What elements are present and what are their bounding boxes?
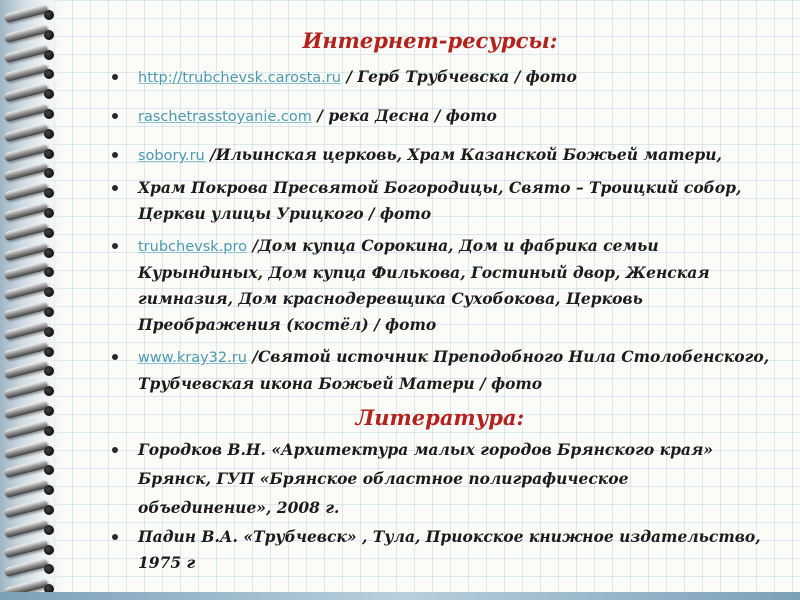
list-item	[110, 103, 770, 130]
link-sobory[interactable]: sobory.ru	[138, 148, 205, 164]
spiral-ring	[4, 541, 60, 559]
list-item	[110, 437, 770, 520]
link-raschetrasstoyanie[interactable]: raschetrasstoyanie.com	[138, 109, 312, 125]
spiral-ring	[4, 402, 60, 420]
spiral-ring	[4, 382, 60, 400]
spiral-ring	[4, 263, 60, 281]
literature-list	[110, 437, 770, 576]
literature-line: Городков В.Н. «Архитектура малых городов Брянского края»	[138, 440, 713, 459]
literature-line: объединение», 2008 г.	[138, 498, 340, 517]
spiral-ring	[4, 343, 60, 361]
item-description: / Герб Трубчевска / фото	[340, 67, 577, 86]
literature-heading: Литература:	[355, 405, 525, 430]
spiral-ring	[4, 303, 60, 321]
internet-resources-heading: Интернет-ресурсы:	[302, 28, 558, 53]
spiral-ring	[4, 442, 60, 460]
list-item	[110, 524, 770, 576]
bottom-bar	[0, 592, 800, 600]
spiral-ring	[4, 323, 60, 341]
spiral-ring	[4, 164, 60, 182]
spiral-ring	[4, 184, 60, 202]
literature-description: Падин В.А. «Трубчевск» , Тула, Приокское книжное издательство, 1975 г	[138, 527, 761, 572]
spiral-ring	[4, 85, 60, 103]
spiral-ring	[4, 283, 60, 301]
spiral-ring	[4, 105, 60, 123]
spiral-ring	[4, 461, 60, 479]
spiral-ring	[4, 6, 60, 24]
item-description: /Святой источник Преподобного Нила Столобенского, Трубчевская икона Божьей Матери / фото	[138, 347, 770, 393]
spiral-ring	[4, 244, 60, 262]
spiral-ring	[4, 125, 60, 143]
list-item	[110, 64, 770, 91]
spiral-ring	[4, 46, 60, 64]
slide-content	[110, 26, 770, 580]
spiral-ring	[4, 362, 60, 380]
spiral-ring	[4, 224, 60, 242]
internet-resources-list	[110, 64, 770, 397]
spiral-ring	[4, 145, 60, 163]
list-item	[110, 233, 770, 338]
spiral-binding	[0, 0, 64, 600]
item-description: Храм Покрова Пресвятой Богородицы, Свято – Троицкий собор, Церкви улицы Урицкого / фото	[138, 178, 742, 223]
item-description: /Ильинская церковь, Храм Казанской Божьей матери,	[204, 145, 722, 164]
list-item	[110, 175, 770, 227]
spiral-ring	[4, 501, 60, 519]
spiral-ring	[4, 65, 60, 83]
link-trubchevsk-carosta[interactable]: http://trubchevsk.carosta.ru	[138, 70, 341, 86]
spiral-ring	[4, 560, 60, 578]
list-item	[110, 344, 770, 397]
spiral-ring	[4, 481, 60, 499]
link-trubchevsk-pro[interactable]: trubchevsk.pro	[138, 239, 247, 255]
literature-line: Брянск, ГУП «Брянское областное полиграфическое	[138, 469, 629, 488]
link-kray32[interactable]: www.kray32.ru	[138, 350, 247, 366]
spiral-ring	[4, 521, 60, 539]
spiral-ring	[4, 422, 60, 440]
spiral-ring	[4, 204, 60, 222]
spiral-ring	[4, 26, 60, 44]
list-item	[110, 142, 770, 169]
item-description: /Дом купца Сорокина, Дом и фабрика семьи Курындиных, Дом купца Филькова, Гостиный двор, Женская гимназия, Дом краснодеревщика Сухобокова, Церковь Преображения (костёл) / фото	[138, 236, 710, 334]
item-description: / река Десна / фото	[311, 106, 497, 125]
